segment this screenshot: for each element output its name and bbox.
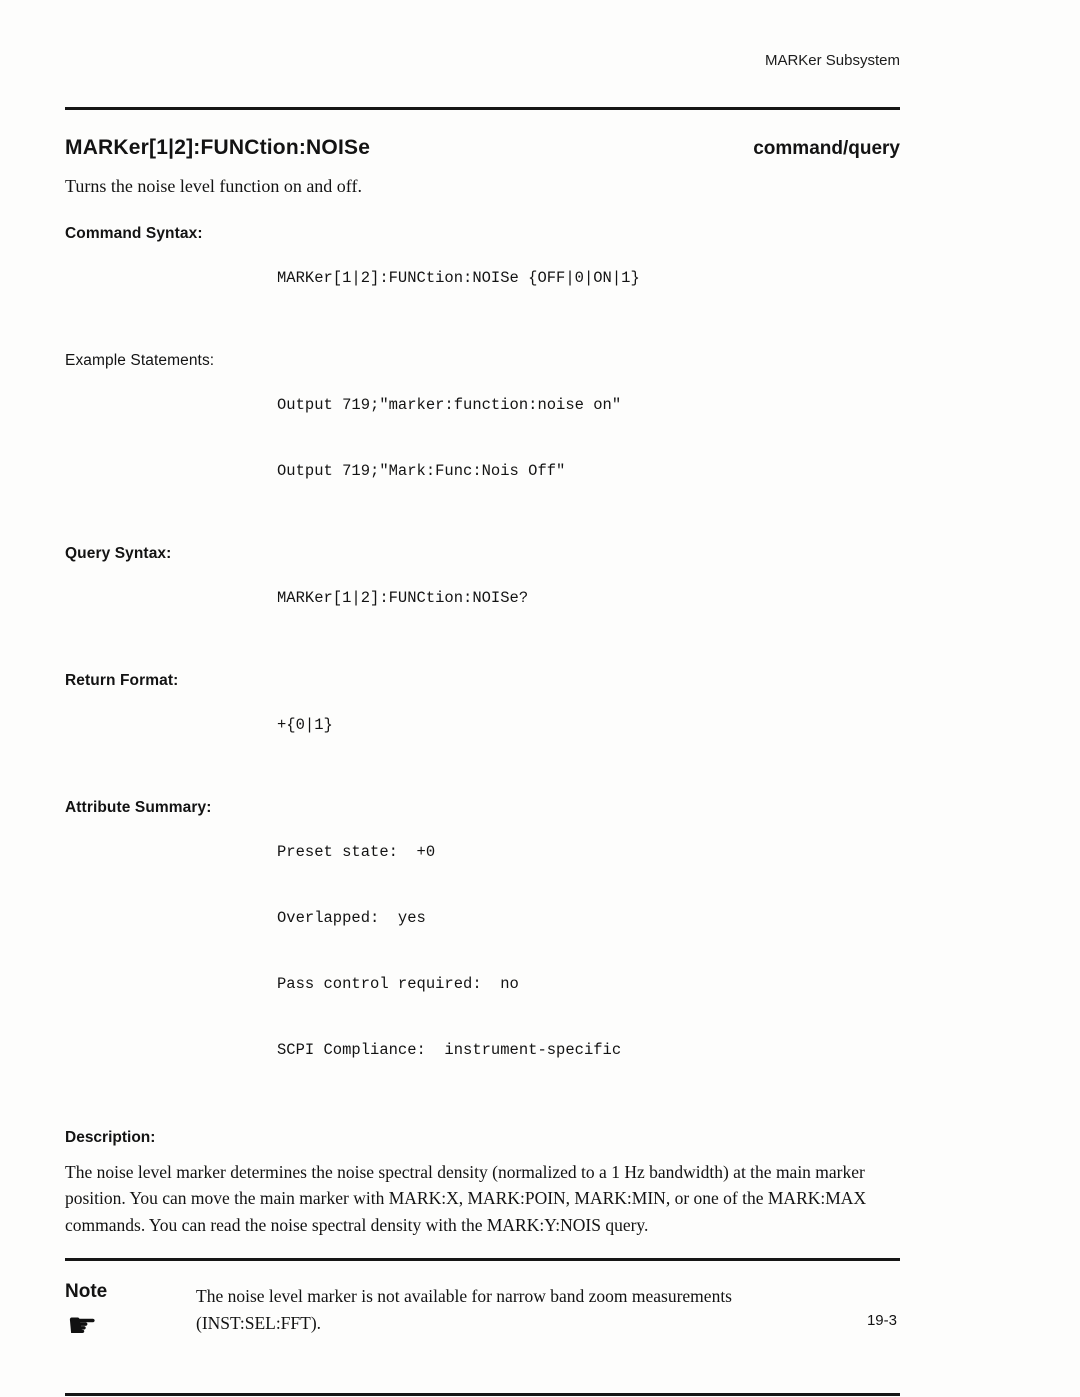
field-example-statements — [65, 350, 900, 526]
field-label: Return Format: — [65, 672, 179, 689]
code-line: +{0|1} — [277, 716, 333, 734]
code-line: MARKer[1|2]:FUNCtion:NOISe {OFF|0|ON|1} — [277, 269, 640, 287]
field-command-syntax — [65, 223, 900, 333]
field-label: Attribute Summary: — [65, 799, 212, 816]
note-bottom-divider — [65, 1393, 900, 1396]
description-label: Description: — [65, 1129, 156, 1146]
code-line: Pass control required: no — [277, 975, 519, 993]
field-value — [277, 223, 640, 333]
pointing-hand-icon: ☛ — [67, 1305, 98, 1346]
syntax-fields — [65, 223, 900, 1105]
field-value — [277, 350, 621, 526]
code-line: SCPI Compliance: instrument-specific — [277, 1041, 622, 1059]
note-top-divider — [65, 1258, 900, 1261]
field-label: Example Statements: — [65, 352, 215, 369]
code-line: Overlapped: yes — [277, 909, 426, 927]
description-text: The noise level marker determines the noise spectral density (normalized to a 1 Hz bandwidth) at the main marker position. You can move the main marker with MARK:X, MARK:POIN, MARK:MIN, or one of the MARK:MAX commands. You can read the noise spectral density with the MARK:Y:NOIS query. — [65, 1162, 867, 1235]
field-query-syntax — [65, 543, 900, 653]
command-title: MARKer[1|2]:FUNCtion:NOISe — [65, 136, 371, 159]
note-text: The noise level marker is not available for narrow band zoom measurements (INST:SEL:FFT). — [196, 1285, 732, 1333]
field-attribute-summary — [65, 797, 900, 1105]
page-number: 19-3 — [866, 1312, 897, 1329]
note-left-column — [65, 1275, 196, 1367]
running-header: MARKer Subsystem — [764, 52, 900, 69]
note-block — [65, 1275, 900, 1367]
field-label: Command Syntax: — [65, 225, 203, 242]
note-label: Note — [65, 1280, 108, 1302]
command-summary: Turns the noise level function on and off. — [65, 176, 362, 196]
field-return-format — [65, 670, 900, 780]
field-value — [277, 670, 370, 780]
field-label: Query Syntax: — [65, 545, 172, 562]
code-line: Output 719;"marker:function:noise on" — [277, 396, 622, 414]
field-value — [277, 543, 528, 653]
code-line: Output 719;"Mark:Func:Nois Off" — [277, 462, 566, 480]
command-type-label: command/query — [753, 138, 900, 159]
code-line: Preset state: +0 — [277, 843, 436, 861]
page-content — [65, 0, 900, 1396]
header-divider — [65, 107, 900, 110]
field-value — [277, 797, 621, 1105]
command-title-row — [65, 136, 900, 160]
code-line: MARKer[1|2]:FUNCtion:NOISe? — [277, 589, 529, 607]
